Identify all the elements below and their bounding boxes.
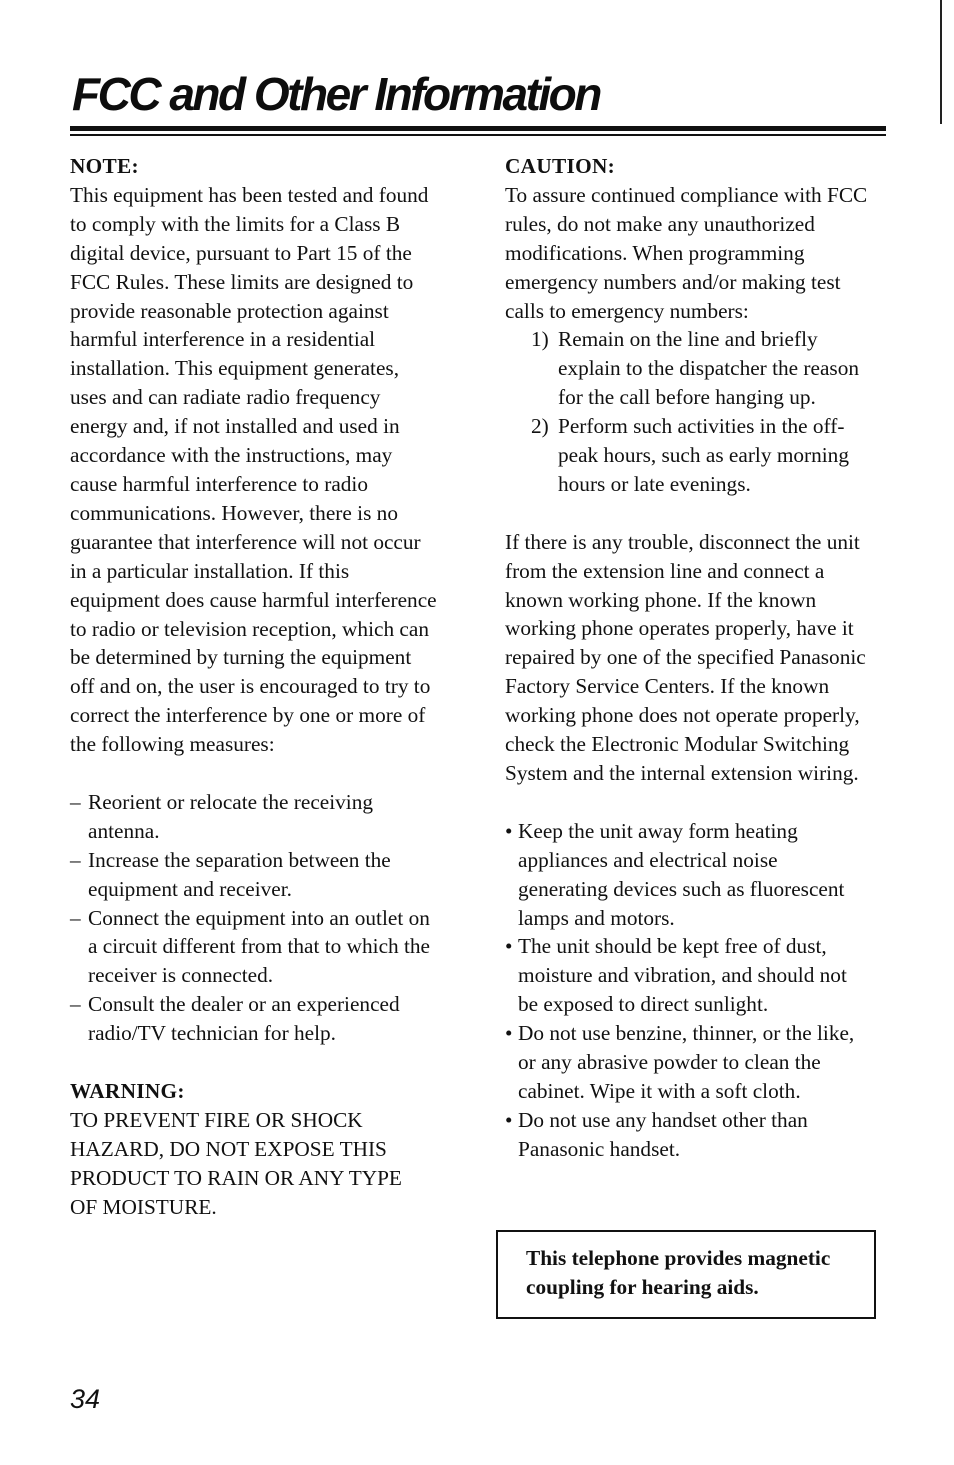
spacer	[70, 759, 470, 788]
list-item-line: or any abrasive powder to clean the	[518, 1050, 821, 1075]
warning-line: HAZARD, DO NOT EXPOSE THIS	[70, 1136, 387, 1161]
list-item-line: The unit should be kept free of dust,	[518, 934, 827, 959]
list-item-line: Increase the separation between the	[88, 847, 391, 872]
dash-marker: –	[70, 992, 81, 1017]
warning-line: OF MOISTURE.	[70, 1194, 217, 1219]
list-item-line: a circuit different from that to which the	[88, 934, 431, 959]
note-line: the following measures:	[70, 732, 275, 757]
list-item-line: moisture and vibration, and should not	[518, 963, 847, 988]
right-column	[505, 152, 905, 1164]
note-line: to radio or television reception, which can	[70, 616, 429, 641]
left-column	[70, 152, 470, 1222]
note-line: provide reasonable protection against	[70, 298, 389, 323]
list-item	[505, 817, 905, 933]
caution-body	[505, 181, 905, 326]
page-title: FCC and Other Information	[72, 68, 600, 120]
note-line: to comply with the limits for a Class B	[70, 211, 401, 236]
list-item	[505, 325, 905, 412]
note-line: accordance with the instructions, may	[70, 443, 393, 468]
list-item-line: be exposed to direct sunlight.	[518, 992, 769, 1017]
note-line: guarantee that interference will not occur	[70, 529, 421, 554]
note-line: equipment does cause harmful interference	[70, 587, 437, 612]
list-item	[70, 990, 470, 1048]
caution-line: To assure continued compliance with FCC	[505, 182, 868, 207]
warning-line: TO PREVENT FIRE OR SHOCK	[70, 1107, 363, 1132]
list-item-line: explain to the dispatcher the reason	[558, 356, 860, 381]
note-line: digital device, pursuant to Part 15 of the	[70, 240, 412, 265]
note-line: uses and can radiate radio frequency	[70, 385, 381, 410]
note-line: This equipment has been tested and found	[70, 182, 429, 207]
caution-line: modifications. When programming	[505, 240, 805, 265]
list-item-line: lamps and motors.	[518, 905, 675, 930]
list-item-line: for the call before hanging up.	[558, 385, 816, 410]
hearing-aid-line: coupling for hearing aids.	[526, 1275, 759, 1299]
warning-line: PRODUCT TO RAIN OR ANY TYPE	[70, 1165, 402, 1190]
warning-heading: WARNING:	[70, 1078, 185, 1103]
list-item-line: receiver is connected.	[88, 963, 274, 988]
list-item	[70, 846, 470, 904]
list-item-line: cabinet. Wipe it with a soft cloth.	[518, 1078, 801, 1103]
note-line: off and on, the user is encouraged to try to	[70, 674, 431, 699]
list-item-line: hours or late evenings.	[558, 471, 751, 496]
caution-line: calls to emergency numbers:	[505, 298, 749, 323]
dash-marker: –	[70, 905, 81, 930]
trouble-line: working phone operates properly, have it	[505, 616, 854, 641]
spacer	[70, 1048, 470, 1077]
hearing-aid-line: This telephone provides magnetic	[526, 1246, 831, 1270]
list-item-line: radio/TV technician for help.	[88, 1021, 336, 1046]
list-item-line: Keep the unit away form heating	[518, 818, 798, 843]
list-item-line: Consult the dealer or an experienced	[88, 992, 400, 1017]
list-item-line: appliances and electrical noise	[518, 847, 778, 872]
hearing-aid-notice	[526, 1244, 866, 1302]
list-item	[505, 1106, 905, 1164]
dash-marker: –	[70, 789, 81, 814]
bullet-marker: •	[505, 1021, 513, 1046]
title-rule-thick	[70, 126, 886, 131]
note-line: in a particular installation. If this	[70, 558, 350, 583]
bullet-marker: •	[505, 934, 513, 959]
list-item-line: peak hours, such as early morning	[558, 443, 849, 468]
hearing-aid-notice-box	[496, 1230, 876, 1319]
list-item-line: Connect the equipment into an outlet on	[88, 905, 430, 930]
trouble-line: from the extension line and connect a	[505, 558, 825, 583]
title-rule-thin	[70, 134, 886, 136]
note-body	[70, 181, 470, 759]
list-item	[505, 412, 905, 499]
list-item-line: equipment and receiver.	[88, 876, 293, 901]
emergency-steps-list	[505, 325, 905, 498]
list-item	[505, 932, 905, 1019]
margin-line	[940, 0, 942, 124]
care-tips-list	[505, 817, 905, 1164]
list-item	[70, 904, 470, 991]
list-item-line: Panasonic handset.	[518, 1136, 681, 1161]
trouble-line: System and the internal extension wiring.	[505, 761, 859, 786]
trouble-line: known working phone. If the known	[505, 587, 817, 612]
interference-measures-list	[70, 788, 470, 1048]
note-line: installation. This equipment generates,	[70, 356, 400, 381]
warning-body	[70, 1106, 470, 1222]
bullet-marker: •	[505, 1107, 513, 1132]
trouble-line: repaired by one of the specified Panasonic	[505, 645, 866, 670]
list-item-line: Do not use benzine, thinner, or the like,	[518, 1021, 855, 1046]
caution-line: rules, do not make any unauthorized	[505, 211, 815, 236]
trouble-line: check the Electronic Modular Switching	[505, 732, 850, 757]
list-item	[505, 1019, 905, 1106]
trouble-line: Factory Service Centers. If the known	[505, 674, 830, 699]
list-item-line: Do not use any handset other than	[518, 1107, 808, 1132]
note-line: harmful interference in a residential	[70, 327, 376, 352]
trouble-line: working phone does not operate properly,	[505, 703, 860, 728]
bullet-marker: •	[505, 818, 513, 843]
list-item-line: Remain on the line and briefly	[558, 327, 818, 352]
trouble-body	[505, 528, 905, 788]
step-number: 2)	[531, 414, 549, 439]
list-item-line: antenna.	[88, 818, 160, 843]
list-item	[70, 788, 470, 846]
caution-line: emergency numbers and/or making test	[505, 269, 841, 294]
note-line: FCC Rules. These limits are designed to	[70, 269, 414, 294]
note-line: cause harmful interference to radio	[70, 471, 369, 496]
note-heading: NOTE:	[70, 154, 139, 178]
list-item-line: Perform such activities in the off-	[558, 414, 845, 439]
caution-heading: CAUTION:	[505, 154, 616, 178]
spacer	[505, 788, 905, 817]
page-number: 34	[70, 1384, 101, 1414]
note-line: correct the interference by one or more of	[70, 703, 426, 728]
list-item-line: Reorient or relocate the receiving	[88, 789, 374, 814]
trouble-line: If there is any trouble, disconnect the unit	[505, 529, 860, 554]
dash-marker: –	[70, 847, 81, 872]
note-line: be determined by turning the equipment	[70, 645, 412, 670]
note-line: energy and, if not installed and used in	[70, 414, 400, 439]
step-number: 1)	[531, 327, 549, 352]
note-line: communications. However, there is no	[70, 500, 398, 525]
list-item-line: generating devices such as fluorescent	[518, 876, 845, 901]
spacer	[505, 499, 905, 528]
